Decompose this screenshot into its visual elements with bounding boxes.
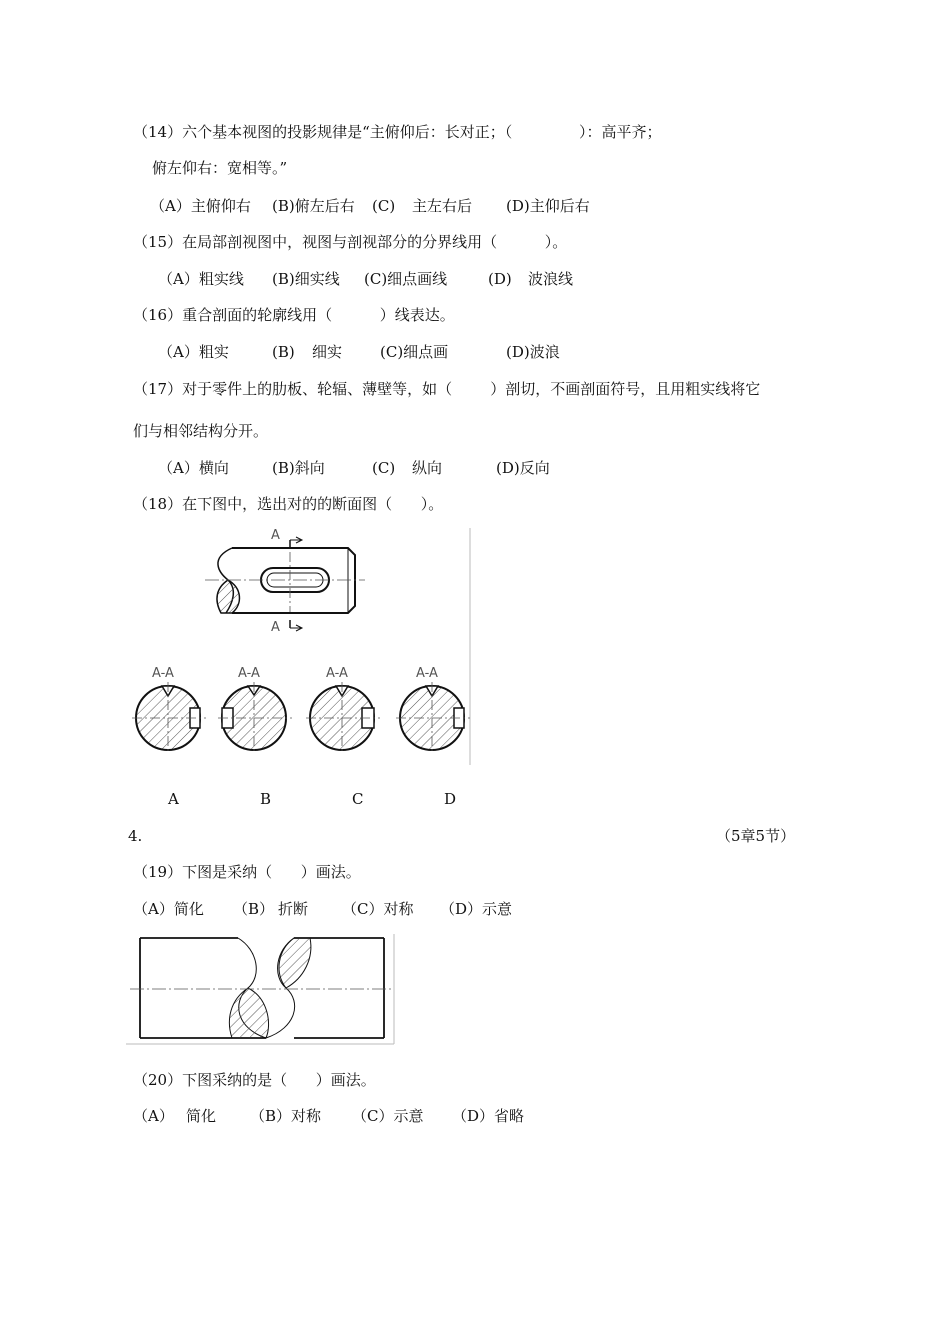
q14-option-d: (D)主仰后右: [506, 197, 590, 215]
section-c: [306, 682, 380, 754]
section-title-b: A-A: [238, 666, 260, 681]
q14-option-c-label: (C): [372, 197, 396, 215]
q20-option-a-label: （A）: [133, 1107, 174, 1125]
q19-option-a: （A）简化: [133, 900, 204, 918]
q14-stem-cont: 俯左仰右：宽相等。”: [152, 159, 288, 177]
q16-option-b-label: (B): [272, 343, 295, 361]
q15-option-d-label: (D): [488, 270, 512, 288]
q18-stem: （18）在下图中，选出对的的断面图（ ）。: [133, 495, 444, 513]
q15-option-c: (C)细点画线: [364, 270, 448, 288]
q16-option-b: 细实: [312, 343, 343, 361]
q16-stem: （16）重合剖面的轮廓线用（ ）线表达。: [133, 306, 455, 324]
section-title-d: A-A: [416, 666, 438, 681]
q17-stem: （17）对于零件上的肋板、轮辐、薄壁等，如（ ）剖切，不画剖面符号，且用粗实线将它: [133, 380, 761, 398]
q18-choice-b: B: [260, 790, 272, 808]
section-title-c: A-A: [326, 666, 348, 681]
section-mark-bottom: A: [271, 620, 280, 635]
q15-stem: （15）在局部剖视图中，视图与剖视部分的分界线用（ ）。: [133, 233, 568, 251]
q19-stem: （19）下图是采纳（ ）画法。: [133, 863, 361, 881]
q20-option-d: （D）省略: [452, 1107, 525, 1125]
q17-option-a: （A）横向: [158, 459, 229, 477]
q17-option-b: (B)斜向: [272, 459, 325, 477]
q14-option-c: 主左右后: [412, 197, 473, 215]
q19-option-c: （C）对称: [342, 900, 414, 918]
q17-option-c-label: (C): [372, 459, 396, 477]
q17-stem-cont: 们与相邻结构分开。: [133, 422, 269, 440]
q20-stem: （20）下图采纳的是（ ）画法。: [133, 1071, 376, 1089]
q17-option-d: (D)反向: [496, 459, 550, 477]
q14-option-a: （A）主俯仰右: [150, 197, 251, 215]
q14-stem: （14）六个基本视图的投影规律是“主俯仰后：长对正；（ ）：高平齐；: [133, 123, 662, 141]
q20-option-b: （B）对称: [250, 1107, 322, 1125]
q15-option-b: (B)细实线: [272, 270, 340, 288]
q14-option-b: (B)俯左后右: [272, 197, 355, 215]
q18-choice-a: A: [168, 790, 179, 808]
section-b: [218, 682, 292, 754]
q18-choice-d: D: [444, 790, 457, 808]
section-d: [396, 682, 470, 754]
section-a: [132, 682, 206, 754]
q19-option-b-label: （B）: [233, 900, 275, 918]
q16-option-d: (D)波浪: [506, 343, 560, 361]
shaft-view: [205, 537, 365, 631]
q18-choice-c: C: [352, 790, 364, 808]
q20-option-c: （C）示意: [352, 1107, 424, 1125]
q19-option-b: 折断: [278, 900, 309, 918]
section-title-a: A-A: [152, 666, 174, 681]
q17-option-c: 纵向: [412, 459, 443, 477]
section-reference: （5章5节）: [716, 827, 796, 845]
section-mark-top: A: [271, 528, 280, 543]
section-number: 4.: [128, 827, 143, 845]
q19-option-d: （D）示意: [440, 900, 513, 918]
q20-option-a: 简化: [186, 1107, 217, 1125]
q16-option-c: (C)细点画: [380, 343, 449, 361]
q15-option-d: 波浪线: [528, 270, 574, 288]
q15-option-a: （A）粗实线: [158, 270, 244, 288]
q16-option-a: （A）粗实: [158, 343, 229, 361]
